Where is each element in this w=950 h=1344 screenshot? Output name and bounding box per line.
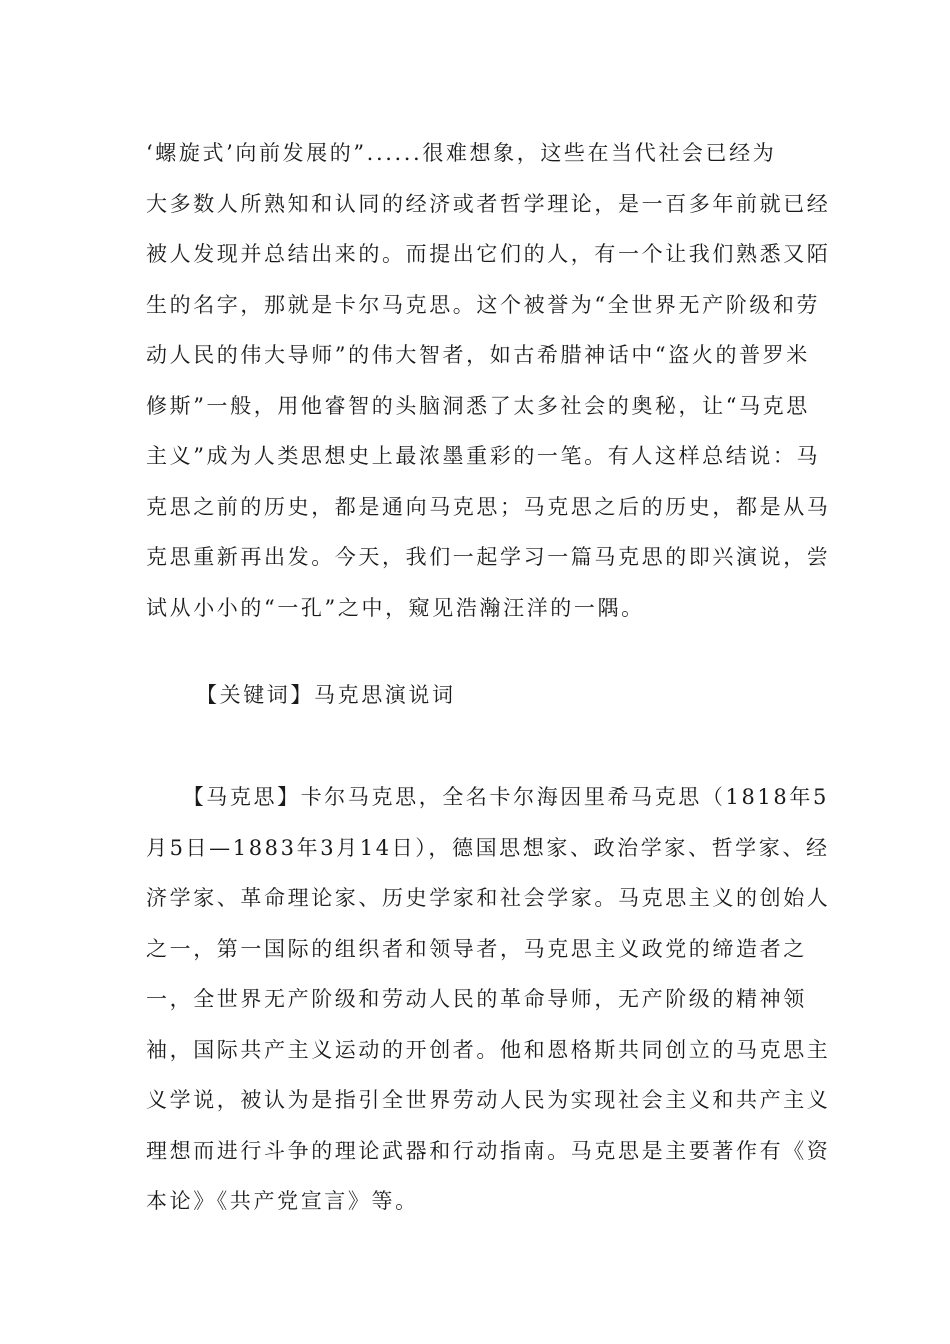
intro-line: ‘螺旋式’向前发展的”......很难想象，这些在当代社会已经为 <box>146 141 777 165</box>
intro-line: 主义”成为人类思想史上最浓墨重彩的一笔。有人这样总结说：马 <box>146 444 821 468</box>
intro-paragraph <box>146 128 831 633</box>
intro-line: 动人民的伟大导师”的伟大智者，如古希腊神话中“盗火的普罗米 <box>146 343 810 367</box>
bio-line: 济学家、革命理论家、历史学家和社会学家。马克思主义的创始人 <box>146 886 831 910</box>
bio-line: 【马克思】卡尔马克思，全名卡尔海因里希马克思（1818年5 <box>146 785 829 809</box>
intro-line: 克思之前的历史，都是通向马克思；马克思之后的历史，都是从马 <box>146 494 831 519</box>
intro-line: 被人发现并总结出来的。而提出它们的人，有一个让我们熟悉又陌 <box>146 242 831 266</box>
bio-line: 本论》《共产党宣言》等。 <box>146 1189 419 1213</box>
bio-line: 月5日—1883年3月14日），德国思想家、政治学家、哲学家、经 <box>146 835 830 860</box>
bio-line: 之一，第一国际的组织者和领导者，马克思主义政党的缔造者之 <box>146 936 807 961</box>
intro-line: 大多数人所熟知和认同的经济或者哲学理论，是一百多年前就已经 <box>146 191 831 216</box>
intro-line: 克思重新再出发。今天，我们一起学习一篇马克思的即兴演说，尝 <box>146 545 831 569</box>
keywords-line: 【关键词】马克思演说词 <box>196 683 456 707</box>
bio-line: 袖，国际共产主义运动的开创者。他和恩格斯共同创立的马克思主 <box>146 1037 831 1062</box>
intro-line: 生的名字，那就是卡尔马克思。这个被誉为“全世界无产阶级和劳 <box>146 292 821 317</box>
bio-line: 理想而进行斗争的理论武器和行动指南。马克思是主要著作有《资 <box>146 1138 831 1163</box>
bio-line: 义学说，被认为是指引全世界劳动人民为实现社会主义和共产主义 <box>146 1088 831 1112</box>
bio-paragraph <box>146 772 831 1227</box>
intro-line: 试从小小的“一孔”之中，窥见浩瀚汪洋的一隅。 <box>146 595 645 620</box>
intro-line: 修斯”一般，用他睿智的头脑洞悉了太多社会的奥秘，让“马克思 <box>146 393 810 418</box>
bio-line: 一，全世界无产阶级和劳动人民的革命导师，无产阶级的精神领 <box>146 987 807 1011</box>
